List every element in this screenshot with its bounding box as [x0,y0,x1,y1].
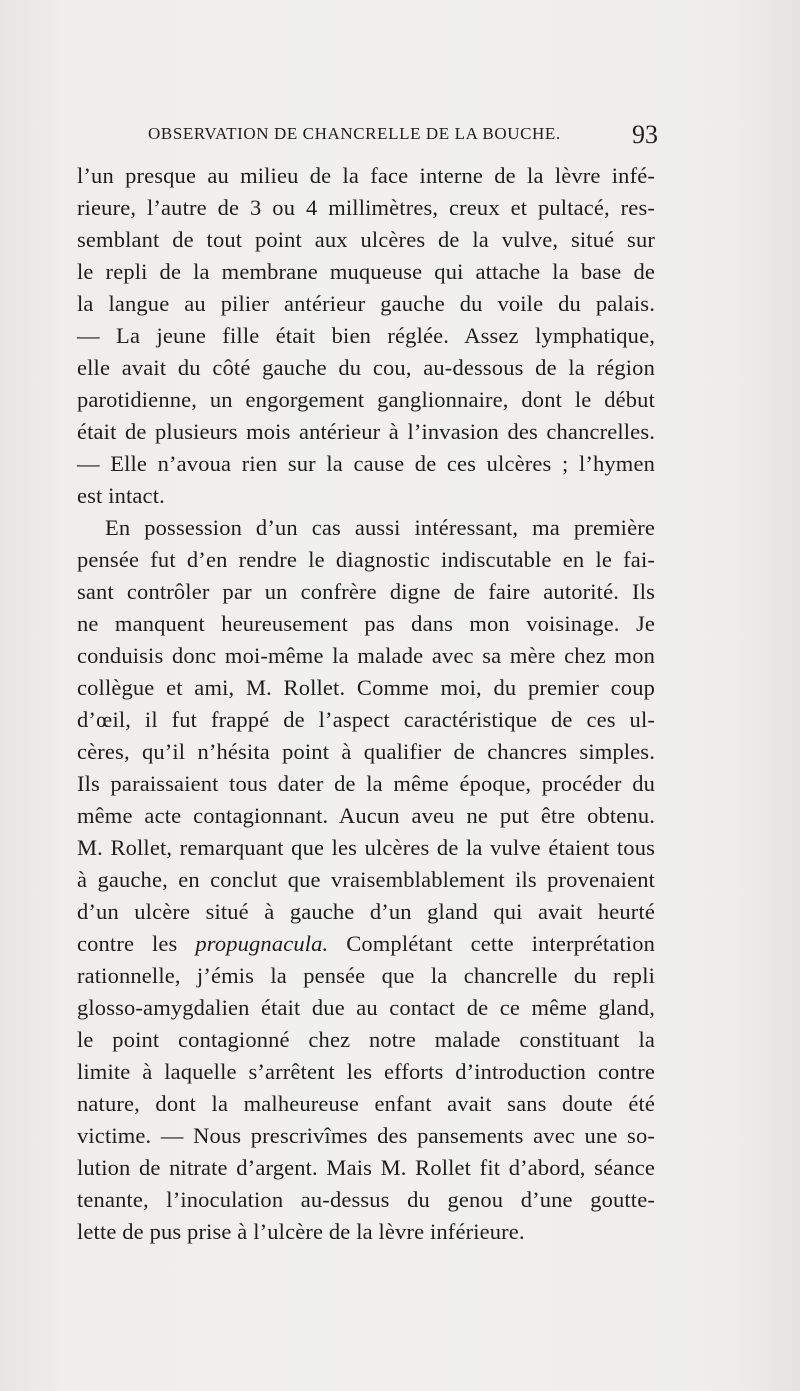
text-line: d’œil, il fut frappé de l’aspect caractéristique de ces ul- [77,707,655,732]
text-line: glosso-amygdalien était due au contact de ce même gland, [77,995,655,1020]
text-line: M. Rollet, remarquant que les ulcères de la vulve étaient tous [77,835,655,860]
line-prefix: contre les [77,931,196,956]
text-line: tenante, l’inoculation au-dessus du genou d’une goutte- [77,1187,655,1212]
text-line: même acte contagionnant. Aucun aveu ne put être obtenu. [77,803,655,828]
text-line: le repli de la membrane muqueuse qui attache la base de [77,259,655,284]
text-line: l’un presque au milieu de la face interne de la lèvre infé- [77,163,655,188]
text-line: lution de nitrate d’argent. Mais M. Rollet fit d’abord, séance [77,1155,655,1180]
text-line: ne manquent heureusement pas dans mon voisinage. Je [77,611,655,636]
text-line: rationnelle, j’émis la pensée que la chancrelle du repli [77,963,655,988]
text-line: cères, qu’il n’hésita point à qualifier de chancres simples. [77,739,655,764]
text-line: la langue au pilier antérieur gauche du voile du palais. [77,291,655,316]
text-line: nature, dont la malheureuse enfant avait sans doute été [77,1091,655,1116]
body-text [77,160,655,1248]
text-line: le point contagionné chez notre malade constituant la [77,1027,655,1052]
paragraph-end-line: est intact. [77,483,165,508]
text-line: à gauche, en conclut que vraisemblablement ils provenaient [77,867,655,892]
text-line: pensée fut d’en rendre le diagnostic indiscutable en le fai- [77,547,655,572]
running-title: OBSERVATION DE CHANCRELLE DE LA BOUCHE. [148,124,561,143]
text-line: collègue et ami, M. Rollet. Comme moi, du premier coup [77,675,655,700]
text-line: — Elle n’avoua rien sur la cause de ces ulcères ; l’hymen [77,451,655,476]
text-line: victime. — Nous prescrivîmes des pansements avec une so- [77,1123,655,1148]
italic-term: propugnacula. [195,931,329,956]
text-line: était de plusieurs mois antérieur à l’invasion des chancrelles. [77,419,655,444]
text-line: conduisis donc moi-même la malade avec sa mère chez mon [77,643,655,668]
page-number: 93 [632,120,658,149]
text-line: — La jeune fille était bien réglée. Assez lymphatique, [77,323,655,348]
text-line: rieure, l’autre de 3 ou 4 millimètres, creux et pultacé, res- [77,195,655,220]
paragraph-end-line: lette de pus prise à l’ulcère de la lèvre inférieure. [77,1219,525,1244]
text-line: elle avait du côté gauche du cou, au-dessous de la région [77,355,655,380]
text-line-with-italic [77,928,655,960]
text-line: limite à laquelle s’arrêtent les efforts d’introduction contre [77,1059,655,1084]
text-line: sant contrôler par un confrère digne de faire autorité. Ils [77,579,655,604]
text-line: parotidienne, un engorgement ganglionnaire, dont le début [77,387,655,412]
text-line: semblant de tout point aux ulcères de la vulve, situé sur [77,227,655,252]
text-line: d’un ulcère situé à gauche d’un gland qui avait heurté [77,899,655,924]
line-suffix: Complétant cette interprétation [328,931,655,956]
running-head [148,120,658,148]
paragraph-start-line: En possession d’un cas aussi intéressant, ma première [105,515,655,540]
text-line: Ils paraissaient tous dater de la même époque, procéder du [77,771,655,796]
